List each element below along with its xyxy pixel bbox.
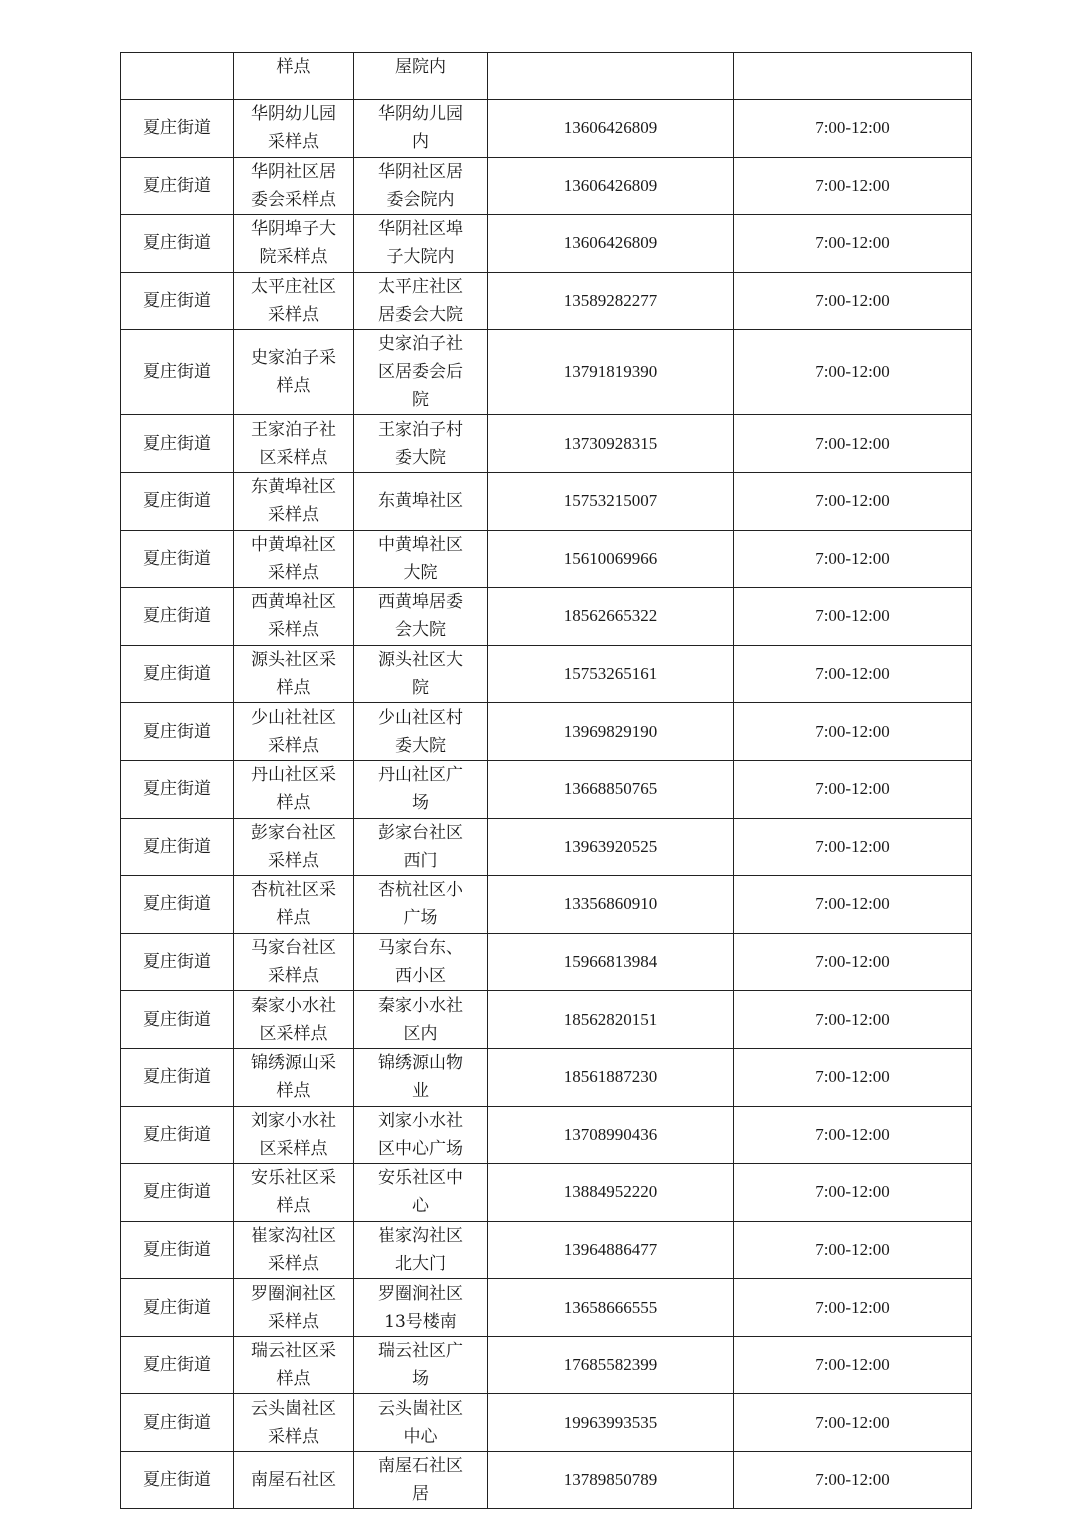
time-cell: 7:00-12:00 bbox=[734, 1452, 972, 1509]
phone-cell: 13606426809 bbox=[488, 157, 734, 215]
address-cell: 安乐社区中心 bbox=[354, 1164, 488, 1222]
phone-cell: 15753215007 bbox=[488, 472, 734, 530]
phone-cell: 13964886477 bbox=[488, 1221, 734, 1279]
time-cell: 7:00-12:00 bbox=[734, 215, 972, 273]
street-cell: 夏庄街道 bbox=[121, 1106, 234, 1164]
street-cell: 夏庄街道 bbox=[121, 215, 234, 273]
time-cell: 7:00-12:00 bbox=[734, 760, 972, 818]
time-cell: 7:00-12:00 bbox=[734, 876, 972, 934]
time-cell: 7:00-12:00 bbox=[734, 1164, 972, 1222]
street-cell: 夏庄街道 bbox=[121, 933, 234, 991]
phone-cell: 13589282277 bbox=[488, 272, 734, 330]
time-cell: 7:00-12:00 bbox=[734, 645, 972, 703]
phone-cell: 13658666555 bbox=[488, 1279, 734, 1337]
table-row bbox=[121, 330, 972, 415]
time-cell bbox=[734, 53, 972, 100]
table-row bbox=[121, 876, 972, 934]
time-cell: 7:00-12:00 bbox=[734, 703, 972, 761]
table-row bbox=[121, 1336, 972, 1394]
address-cell: 王家泊子村委大院 bbox=[354, 415, 488, 473]
phone-cell: 13791819390 bbox=[488, 330, 734, 415]
phone-cell: 13969829190 bbox=[488, 703, 734, 761]
site-cell: 太平庄社区采样点 bbox=[234, 272, 354, 330]
phone-cell: 15753265161 bbox=[488, 645, 734, 703]
address-cell: 杏杭社区小广场 bbox=[354, 876, 488, 934]
site-cell: 崔家沟社区采样点 bbox=[234, 1221, 354, 1279]
street-cell: 夏庄街道 bbox=[121, 1336, 234, 1394]
table-row bbox=[121, 703, 972, 761]
street-cell: 夏庄街道 bbox=[121, 272, 234, 330]
time-cell: 7:00-12:00 bbox=[734, 272, 972, 330]
table-row bbox=[121, 1048, 972, 1106]
table-row bbox=[121, 215, 972, 273]
phone-cell: 19963993535 bbox=[488, 1394, 734, 1452]
street-cell: 夏庄街道 bbox=[121, 530, 234, 588]
time-cell: 7:00-12:00 bbox=[734, 1221, 972, 1279]
phone-cell: 13606426809 bbox=[488, 100, 734, 158]
site-cell: 史家泊子采样点 bbox=[234, 330, 354, 415]
site-cell: 王家泊子社区采样点 bbox=[234, 415, 354, 473]
site-cell: 秦家小水社区采样点 bbox=[234, 991, 354, 1049]
time-cell: 7:00-12:00 bbox=[734, 330, 972, 415]
time-cell: 7:00-12:00 bbox=[734, 1394, 972, 1452]
table-row bbox=[121, 1164, 972, 1222]
site-cell: 中黄埠社区采样点 bbox=[234, 530, 354, 588]
time-cell: 7:00-12:00 bbox=[734, 1048, 972, 1106]
site-cell: 云头崮社区采样点 bbox=[234, 1394, 354, 1452]
table-row bbox=[121, 1394, 972, 1452]
table-row bbox=[121, 530, 972, 588]
site-cell: 少山社社区采样点 bbox=[234, 703, 354, 761]
address-cell: 南屋石社区居 bbox=[354, 1452, 488, 1509]
phone-cell: 13963920525 bbox=[488, 818, 734, 876]
address-cell: 中黄埠社区大院 bbox=[354, 530, 488, 588]
site-cell: 安乐社区采样点 bbox=[234, 1164, 354, 1222]
address-cell: 刘家小水社区中心广场 bbox=[354, 1106, 488, 1164]
phone-cell: 13708990436 bbox=[488, 1106, 734, 1164]
table-row bbox=[121, 100, 972, 158]
phone-cell: 15610069966 bbox=[488, 530, 734, 588]
street-cell: 夏庄街道 bbox=[121, 1164, 234, 1222]
address-cell: 西黄埠居委会大院 bbox=[354, 588, 488, 646]
street-cell: 夏庄街道 bbox=[121, 645, 234, 703]
time-cell: 7:00-12:00 bbox=[734, 588, 972, 646]
time-cell: 7:00-12:00 bbox=[734, 1336, 972, 1394]
street-cell: 夏庄街道 bbox=[121, 876, 234, 934]
address-cell: 秦家小水社区内 bbox=[354, 991, 488, 1049]
address-cell: 云头崮社区中心 bbox=[354, 1394, 488, 1452]
address-cell: 彭家台社区西门 bbox=[354, 818, 488, 876]
table-row bbox=[121, 472, 972, 530]
time-cell: 7:00-12:00 bbox=[734, 530, 972, 588]
phone-cell bbox=[488, 53, 734, 100]
table-row bbox=[121, 1279, 972, 1337]
street-cell: 夏庄街道 bbox=[121, 1452, 234, 1509]
phone-cell: 18561887230 bbox=[488, 1048, 734, 1106]
street-cell bbox=[121, 53, 234, 100]
site-cell: 马家台社区采样点 bbox=[234, 933, 354, 991]
site-cell: 东黄埠社区采样点 bbox=[234, 472, 354, 530]
phone-cell: 18562665322 bbox=[488, 588, 734, 646]
site-cell: 华阴幼儿园采样点 bbox=[234, 100, 354, 158]
table-row bbox=[121, 1452, 972, 1509]
street-cell: 夏庄街道 bbox=[121, 1279, 234, 1337]
address-cell: 屋院内 bbox=[354, 53, 488, 100]
phone-cell: 13668850765 bbox=[488, 760, 734, 818]
table-row bbox=[121, 272, 972, 330]
street-cell: 夏庄街道 bbox=[121, 100, 234, 158]
street-cell: 夏庄街道 bbox=[121, 1048, 234, 1106]
street-cell: 夏庄街道 bbox=[121, 703, 234, 761]
site-cell: 样点 bbox=[234, 53, 354, 100]
phone-cell: 13730928315 bbox=[488, 415, 734, 473]
address-cell: 华阴社区埠子大院内 bbox=[354, 215, 488, 273]
site-cell: 源头社区采样点 bbox=[234, 645, 354, 703]
street-cell: 夏庄街道 bbox=[121, 415, 234, 473]
street-cell: 夏庄街道 bbox=[121, 991, 234, 1049]
table-row bbox=[121, 818, 972, 876]
table-row bbox=[121, 415, 972, 473]
site-cell: 华阴社区居委会采样点 bbox=[234, 157, 354, 215]
phone-cell: 15966813984 bbox=[488, 933, 734, 991]
phone-cell: 13356860910 bbox=[488, 876, 734, 934]
site-cell: 华阴埠子大院采样点 bbox=[234, 215, 354, 273]
street-cell: 夏庄街道 bbox=[121, 472, 234, 530]
address-cell: 华阴幼儿园内 bbox=[354, 100, 488, 158]
time-cell: 7:00-12:00 bbox=[734, 157, 972, 215]
table-row bbox=[121, 1106, 972, 1164]
site-cell: 瑞云社区采样点 bbox=[234, 1336, 354, 1394]
address-cell: 瑞云社区广场 bbox=[354, 1336, 488, 1394]
street-cell: 夏庄街道 bbox=[121, 818, 234, 876]
address-cell: 丹山社区广场 bbox=[354, 760, 488, 818]
table-row bbox=[121, 991, 972, 1049]
table-row bbox=[121, 1221, 972, 1279]
site-cell: 丹山社区采样点 bbox=[234, 760, 354, 818]
phone-cell: 13789850789 bbox=[488, 1452, 734, 1509]
street-cell: 夏庄街道 bbox=[121, 1221, 234, 1279]
address-cell: 锦绣源山物业 bbox=[354, 1048, 488, 1106]
table-row bbox=[121, 157, 972, 215]
time-cell: 7:00-12:00 bbox=[734, 472, 972, 530]
time-cell: 7:00-12:00 bbox=[734, 933, 972, 991]
address-cell: 罗圈涧社区13号楼南 bbox=[354, 1279, 488, 1337]
time-cell: 7:00-12:00 bbox=[734, 1106, 972, 1164]
address-cell: 太平庄社区居委会大院 bbox=[354, 272, 488, 330]
phone-cell: 13884952220 bbox=[488, 1164, 734, 1222]
time-cell: 7:00-12:00 bbox=[734, 818, 972, 876]
time-cell: 7:00-12:00 bbox=[734, 1279, 972, 1337]
site-cell: 杏杭社区采样点 bbox=[234, 876, 354, 934]
address-cell: 史家泊子社区居委会后院 bbox=[354, 330, 488, 415]
address-cell: 崔家沟社区北大门 bbox=[354, 1221, 488, 1279]
address-cell: 华阴社区居委会院内 bbox=[354, 157, 488, 215]
street-cell: 夏庄街道 bbox=[121, 588, 234, 646]
site-cell: 罗圈涧社区采样点 bbox=[234, 1279, 354, 1337]
sampling-sites-table bbox=[120, 52, 972, 1509]
address-cell: 少山社区村委大院 bbox=[354, 703, 488, 761]
site-cell: 锦绣源山采样点 bbox=[234, 1048, 354, 1106]
phone-cell: 18562820151 bbox=[488, 991, 734, 1049]
site-cell: 南屋石社区 bbox=[234, 1452, 354, 1509]
street-cell: 夏庄街道 bbox=[121, 157, 234, 215]
table-body bbox=[121, 53, 972, 1509]
table-row bbox=[121, 645, 972, 703]
table-row bbox=[121, 588, 972, 646]
time-cell: 7:00-12:00 bbox=[734, 991, 972, 1049]
site-cell: 彭家台社区采样点 bbox=[234, 818, 354, 876]
site-cell: 刘家小水社区采样点 bbox=[234, 1106, 354, 1164]
street-cell: 夏庄街道 bbox=[121, 1394, 234, 1452]
address-cell: 东黄埠社区 bbox=[354, 472, 488, 530]
site-cell: 西黄埠社区采样点 bbox=[234, 588, 354, 646]
table-row bbox=[121, 760, 972, 818]
phone-cell: 17685582399 bbox=[488, 1336, 734, 1394]
street-cell: 夏庄街道 bbox=[121, 760, 234, 818]
table-row bbox=[121, 933, 972, 991]
table-row-continuation bbox=[121, 53, 972, 100]
address-cell: 马家台东、西小区 bbox=[354, 933, 488, 991]
street-cell: 夏庄街道 bbox=[121, 330, 234, 415]
phone-cell: 13606426809 bbox=[488, 215, 734, 273]
time-cell: 7:00-12:00 bbox=[734, 100, 972, 158]
address-cell: 源头社区大院 bbox=[354, 645, 488, 703]
time-cell: 7:00-12:00 bbox=[734, 415, 972, 473]
